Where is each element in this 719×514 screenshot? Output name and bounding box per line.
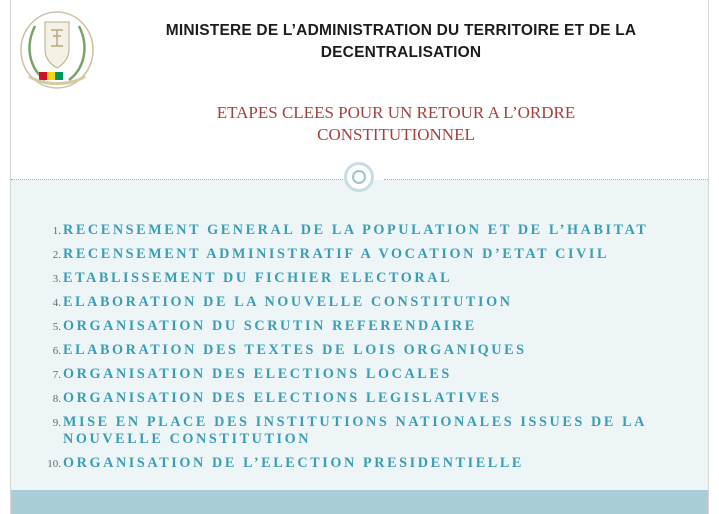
list-item (11, 294, 708, 311)
step-number: 6. (52, 345, 61, 357)
list-item (11, 342, 708, 359)
step-number: 7. (52, 369, 61, 381)
guinea-coat-of-arms-icon (15, 6, 99, 98)
list-item (11, 390, 708, 407)
step-text: MISE EN PLACE DES INSTITUTIONS NATIONALES ISSUES DE LA NOUVELLE CONSTITUTION (63, 414, 647, 447)
step-text: ELABORATION DE LA NOUVELLE CONSTITUTION (63, 294, 513, 310)
step-number: 1. (52, 225, 61, 237)
list-item (11, 270, 708, 287)
step-number: 10. (47, 458, 61, 470)
step-text: RECENSEMENT ADMINISTRATIF A VOCATION D’ETAT CIVIL (63, 246, 610, 262)
step-number: 5. (52, 321, 61, 333)
slide-subtitle: ETAPES CLEES POUR UN RETOUR A L’ORDRE CONSTITUTIONNEL (216, 103, 576, 144)
slide-header (11, 0, 708, 180)
step-number: 9. (52, 417, 61, 429)
list-item (11, 318, 708, 335)
step-number: 4. (52, 297, 61, 309)
steps-list (11, 222, 708, 479)
step-number: 3. (52, 273, 61, 285)
step-number: 2. (52, 249, 61, 261)
step-text: ETABLISSEMENT DU FICHIER ELECTORAL (63, 270, 453, 286)
step-text: ELABORATION DES TEXTES DE LOIS ORGANIQUES (63, 342, 527, 358)
slide (10, 0, 709, 514)
step-text: RECENSEMENT GENERAL DE LA POPULATION ET DE L’HABITAT (63, 222, 649, 238)
step-text: ORGANISATION DE L’ELECTION PRESIDENTIELLE (63, 455, 524, 471)
list-item (11, 246, 708, 263)
step-number: 8. (52, 393, 61, 405)
list-item (11, 455, 708, 472)
step-text: ORGANISATION DU SCRUTIN REFERENDAIRE (63, 318, 477, 334)
list-item (11, 222, 708, 239)
step-text: ORGANISATION DES ELECTIONS LEGISLATIVES (63, 390, 502, 406)
step-text: ORGANISATION DES ELECTIONS LOCALES (63, 366, 452, 382)
ministry-title: MINISTERE DE L’ADMINISTRATION DU TERRITOIRE ET DE LA DECENTRALISATION (165, 22, 637, 61)
bottom-bar (11, 490, 708, 514)
list-item (11, 414, 708, 448)
circle-divider-icon (344, 162, 374, 192)
list-item (11, 366, 708, 383)
steps-panel (11, 180, 708, 490)
